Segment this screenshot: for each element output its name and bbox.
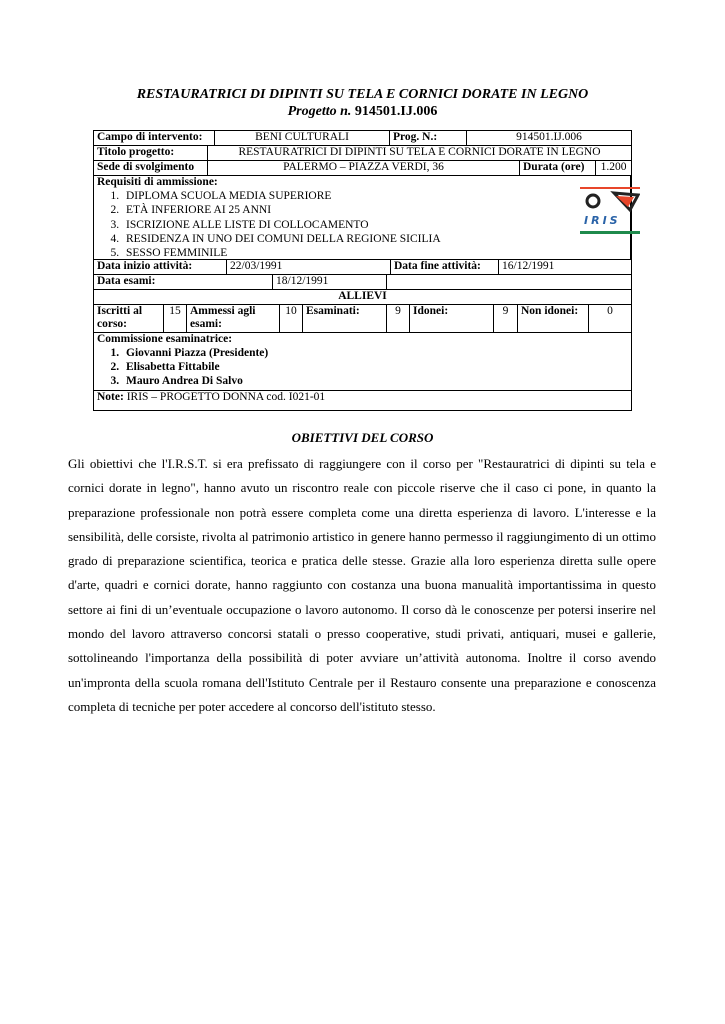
idonei-value: 9 <box>494 305 518 332</box>
note-cell <box>94 391 631 410</box>
objectives-heading: OBIETTIVI DEL CORSO <box>291 430 434 445</box>
non-idonei-label: Non idonei: <box>518 305 589 332</box>
iscritti-value: 15 <box>164 305 187 332</box>
requisito-item: 2. ETÀ INFERIORE AI 25 ANNI <box>122 203 627 217</box>
ammessi-value: 10 <box>280 305 303 332</box>
data-fine-label: Data fine attività: <box>391 260 499 274</box>
ammessi-label: Ammessi agli esami: <box>187 305 280 332</box>
commissione-cell <box>94 333 631 390</box>
project-info-table <box>93 130 632 411</box>
durata-value: 1.200 <box>600 161 627 173</box>
commissione-member: 3. Mauro Andrea Di Salvo <box>122 374 628 388</box>
document-title: RESTAURATRICI DI DIPINTI SU TELA E CORNICI DORATE IN LEGNO <box>136 87 589 102</box>
prog-label: Prog. N.: <box>390 131 467 145</box>
note-value: IRIS – PROGETTO DONNA cod. I021-01 <box>123 391 326 403</box>
row-data-esami <box>94 275 631 290</box>
esaminati-value: 9 <box>387 305 410 332</box>
logo-text: IRIS <box>584 214 621 227</box>
commissione-member: 1. Giovanni Piazza (Presidente) <box>122 346 628 360</box>
row-date-inizio-fine <box>94 260 631 275</box>
project-line <box>0 104 725 120</box>
prog-value: 914501.IJ.006 <box>516 131 582 143</box>
note-label: Note: <box>97 391 124 403</box>
data-inizio-value: 22/03/1991 <box>227 260 391 274</box>
sede-label: Sede di svolgimento <box>94 161 208 175</box>
data-esami-value: 18/12/1991 <box>273 275 387 289</box>
commissione-label: Commissione esaminatrice: <box>97 333 233 345</box>
row-note <box>94 391 631 410</box>
requisiti-cell <box>94 176 631 259</box>
data-esami-label: Data esami: <box>94 275 273 289</box>
objectives-paragraph: Gli obiettivi che l'I.R.S.T. si era prefissato di raggiungere con il corso per "Restauratrici di dipinti su tela e cornici dorate in legno", hanno avuto un riscontro reale con piccole riserve che il caso ci pone, in quanto la preparazione professionale non potrà essere completa come una diretta esperienza di lavoro. L'interesse e la sensibilità, delle corsiste, rivolta al patrimonio artistico in genere hanno permesso il raggiungimento di un ottimo grado di preparazione scientifica, teorica e pratica delle stesse. Grazie alla loro esperienza diretta sulle opere d'arte, quadri e cornici dorate, hanno raggiunto con costanza una buona manualità importantissima in questo settore ai fini di un’eventuale occupazione o lavoro autonomo. Il corso dà le conoscenze per potersi inserire nel mondo del lavoro attraverso concorsi statali o presso cooperative, studi privati, antiquari, musei e gallerie, sottolineando l'importanza della possibilità di poter avviare un’attività autonoma. Inoltre il corso avendo un'impronta della scuola romana dell'Istituto Centrale per il Restauro consente una preparazione e conoscenza completa di tecniche per poter accedere al concorso dell'istituto stesso. <box>68 456 656 714</box>
esaminati-label: Esaminati: <box>303 305 387 332</box>
requisiti-list <box>97 189 627 260</box>
campo-value: BENI CULTURALI <box>215 131 390 145</box>
data-inizio-label: Data inizio attività: <box>94 260 227 274</box>
empty-cell <box>387 275 631 289</box>
row-titolo <box>94 146 631 161</box>
durata-label: Durata (ore) <box>520 161 596 175</box>
commissione-list <box>97 346 628 388</box>
iris-logo <box>580 184 640 236</box>
titolo-value: RESTAURATRICI DI DIPINTI SU TELA E CORNICI DORATE IN LEGNO <box>238 146 601 158</box>
project-prefix: Progetto n. <box>287 104 355 119</box>
requisito-item: 4. RESIDENZA IN UNO DEI COMUNI DELLA REGIONE SICILIA <box>122 232 627 246</box>
non-idonei-value: 0 <box>607 305 613 317</box>
row-campo <box>94 131 631 146</box>
row-allievi-counts <box>94 305 631 333</box>
requisito-item: 5. SESSO FEMMINILE <box>122 246 627 260</box>
row-sede <box>94 161 631 176</box>
titolo-label: Titolo progetto: <box>94 146 208 160</box>
campo-label: Campo di intervento: <box>94 131 215 145</box>
sede-value: PALERMO – PIAZZA VERDI, 36 <box>208 161 520 175</box>
requisito-item: 3. ISCRIZIONE ALLE LISTE DI COLLOCAMENTO <box>122 218 627 232</box>
commissione-member: 2. Elisabetta Fittabile <box>122 360 628 374</box>
project-number: 914501.IJ.006 <box>354 104 438 119</box>
row-requisiti <box>94 176 631 260</box>
allievi-heading: ALLIEVI <box>338 290 387 302</box>
idonei-label: Idonei: <box>410 305 494 332</box>
row-commissione <box>94 333 631 391</box>
row-allievi <box>94 290 631 305</box>
iscritti-label: Iscritti al corso: <box>94 305 164 332</box>
requisiti-label: Requisiti di ammissione: <box>97 176 218 188</box>
requisito-item: 1. DIPLOMA SCUOLA MEDIA SUPERIORE <box>122 189 627 203</box>
data-fine-value: 16/12/1991 <box>502 260 555 272</box>
